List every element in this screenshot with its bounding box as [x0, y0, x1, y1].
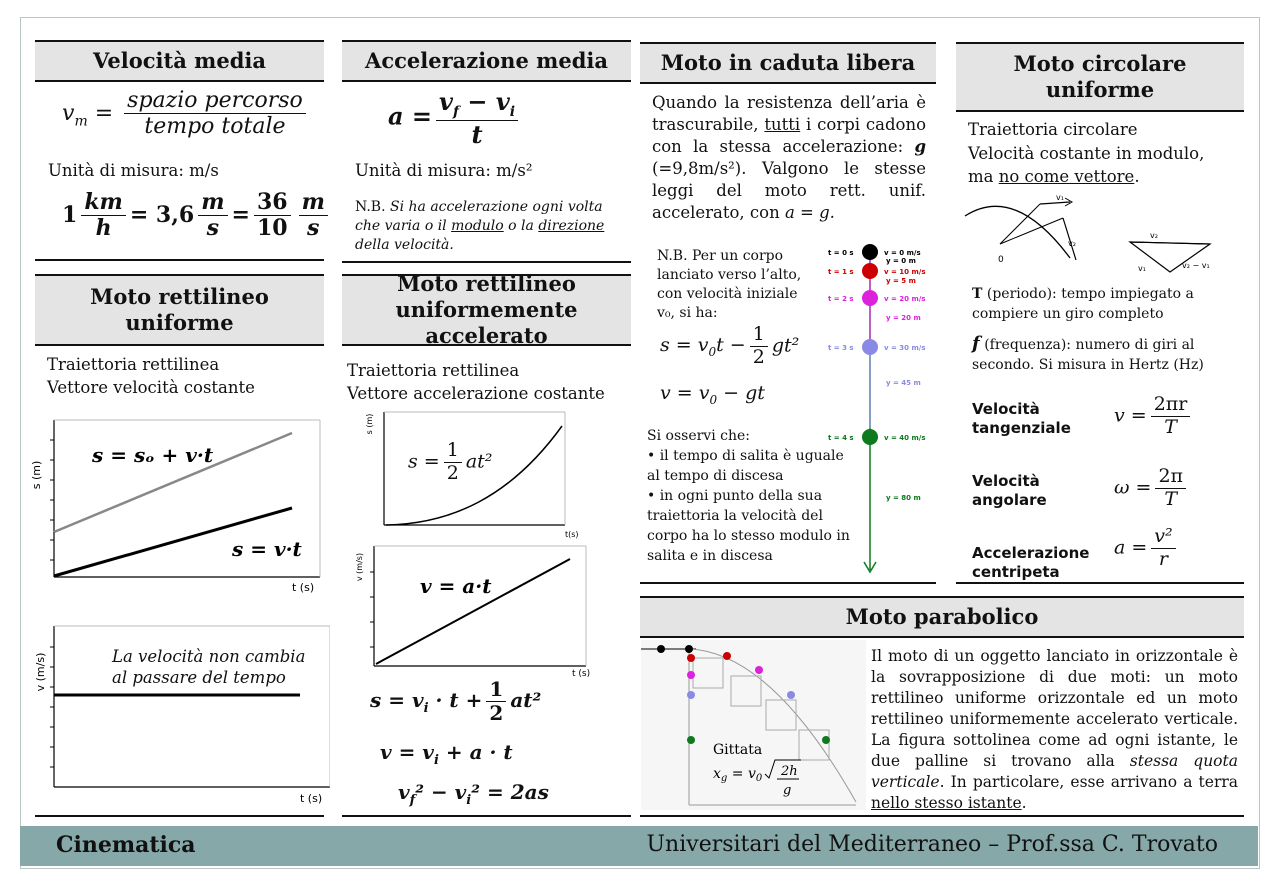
g2-xlabel: t (s) — [300, 792, 323, 805]
fall-vel-2: v = 20 m/s — [884, 295, 926, 303]
T-symbol: T — [972, 286, 983, 302]
fall-pos-4: y = 80 m — [886, 494, 921, 502]
mrua-line2: Vettore accelerazione costante — [347, 384, 605, 403]
T-text: (periodo): tempo impiegato a compiere un giro completo — [972, 286, 1194, 322]
caduta-tutti: tutti — [764, 115, 801, 134]
title-circolare: Moto circolare uniforme — [1013, 51, 1187, 102]
conv-m: m — [198, 190, 227, 216]
section-header-parabolico — [640, 596, 1244, 638]
fig-tri-v2: v₂ — [1150, 231, 1158, 240]
mrua-g1-ylabel: s (m) — [365, 413, 374, 435]
circ-line1: Traiettoria circolare — [968, 120, 1138, 139]
eq-svt: s = v·t — [232, 537, 302, 561]
eq-vel-tang: v = $\frac{2\pi r}{T}$ — [1114, 394, 1194, 439]
am-nb — [355, 198, 625, 255]
eq-caduta-s: $s = v_0t$ − $\frac{1}{2}$ gt² — [660, 323, 800, 368]
gittata-label: Gittata — [713, 742, 763, 758]
divider — [640, 582, 936, 584]
circ-f — [972, 334, 1234, 375]
parab-t2c: . — [1021, 794, 1027, 812]
title-velocita-media: Velocità media — [93, 48, 266, 73]
mru-graph-s-t — [30, 415, 330, 600]
parab-t2b: . In particolare, esse arrivano a terra — [939, 773, 1238, 791]
nb-prefix: N.B. — [355, 199, 386, 215]
fig-v2: v₂ — [1068, 239, 1076, 248]
parab-t2it: stessa quota verticale — [871, 752, 1238, 791]
g1-ylabel: s (m) — [30, 460, 43, 490]
caduta-p1a: Quando la resistenza dell’aria è trascurabile, — [652, 93, 926, 134]
nb-mid: o la — [508, 218, 534, 234]
eq-s-half-at2: s = $\frac{1}{2}$ at² — [408, 439, 493, 484]
section-header-circolare — [956, 42, 1244, 112]
fall-vel-4: v = 40 m/s — [884, 434, 926, 442]
caduta-p2-eq: a = g. — [784, 203, 835, 222]
section-header-caduta — [640, 42, 936, 84]
title-caduta: Moto in caduta libera — [660, 50, 916, 75]
eq-v2: $v_f^2 - v_i^2 = 2as$ — [398, 780, 549, 808]
mrua-g2-xlabel: t (s) — [572, 669, 591, 679]
mru-note: La velocità non cambia al passare del tempo — [112, 647, 306, 687]
fall-vel-0: v = 0 m/s — [884, 249, 921, 257]
fig-origin: 0 — [998, 255, 1004, 265]
conv-eq1: = 3,6 — [129, 201, 195, 228]
circ-l3b: . — [1134, 167, 1140, 186]
fall-vel-3: v = 30 m/s — [884, 344, 926, 352]
g2-ylabel: v (m/s) — [34, 652, 47, 692]
fall-time-2: t = 2 s — [828, 295, 854, 303]
parabolico-text — [871, 646, 1238, 814]
fall-time-0: t = 0 s — [828, 249, 854, 257]
eq-s-full: $s = v_i \cdot t$ + $\frac{1}{2}$ at² — [370, 677, 542, 725]
formula-num: spazio percorso — [124, 88, 306, 114]
parab-t1: Il moto di un oggetto lanciato in orizzontale è la sovrapposizione di due moti: un moto rettilineo uniforme orizzontale ed un moto rettilineo uniformemente accelerato verticale. — [871, 647, 1238, 728]
eq-acc-centr: a = $\frac{\text{v²}}{r}$ — [1114, 526, 1180, 571]
section-header-velocita-media — [35, 40, 324, 82]
circular-vector-figure — [960, 188, 1240, 280]
formula-acc-media: a = $\frac{v_f - v_i}{t}$ — [388, 88, 522, 148]
title-mrua: Moto rettilineo uniformemente accelerato — [395, 271, 578, 348]
f-text: (frequenza): numero di giri al secondo. Si misura in Hertz (Hz) — [972, 337, 1204, 373]
circ-l3u: no come vettore — [998, 167, 1135, 186]
free-fall-diagram — [822, 240, 940, 576]
obs-1: • il tempo di salita è uguale al tempo di discesa — [647, 448, 844, 484]
divider — [342, 815, 631, 817]
label-acc-centr: Accelerazione centripeta — [972, 544, 1090, 581]
section-header-acc-media — [342, 40, 631, 82]
eq-s0: s = sₒ + v·t — [92, 443, 214, 467]
title-parabolico: Moto parabolico — [845, 604, 1039, 629]
parabolic-motion-figure — [641, 640, 866, 810]
caduta-nb: N.B. Per un corpo lanciato verso l’alto, con velocità iniziale v₀, si ha: — [657, 248, 802, 321]
caduta-p2: Valgono le stesse leggi del moto rett. unif. accelerato, con — [652, 159, 926, 222]
parab-t2u: nello stesso istante — [871, 794, 1022, 812]
section-header-mrua — [342, 271, 631, 348]
fall-ball-0 — [862, 244, 878, 260]
fig-v1: v₁ — [1056, 193, 1064, 202]
fall-time-3: t = 3 s — [828, 344, 854, 352]
conv-10: 10 — [256, 215, 288, 242]
nb-direzione: direzione — [538, 218, 605, 234]
conv-s: s — [206, 215, 220, 242]
g1-xlabel: t (s) — [292, 581, 315, 594]
eq-vel-ang: ω = $\frac{2\pi}{T}$ — [1114, 466, 1190, 511]
fall-ball-2 — [862, 290, 878, 306]
mrua-g1-xlabel: t(s) — [565, 530, 579, 539]
obs-2: • in ogni punto della sua traiettoria la velocità del corpo ha lo stesso modulo in salita e in discesa — [647, 488, 850, 564]
label-vel-ang: Velocità angolare — [972, 472, 1047, 509]
nb-text: Si ha accelerazione ogni volta che varia o il — [355, 199, 603, 234]
caduta-p1c: (=9,8m/s²). — [652, 159, 747, 178]
conversion-formula: 1 $\frac{km}{h}$ = 3,6 $\frac{m}{s}$ = $\frac{36}{10}$ $\frac{m}{s}$ — [62, 190, 332, 242]
mrua-graph-v-t — [350, 542, 595, 682]
fig-tri-diff: v₂ − v₁ — [1182, 261, 1210, 270]
fall-pos-0: y = 0 m — [886, 257, 916, 265]
divider — [342, 261, 631, 263]
footer-bar — [20, 826, 1258, 866]
conv-36: 36 — [254, 190, 291, 216]
caduta-p1b: i corpi cadono con la stessa accelerazione: — [652, 115, 927, 156]
circ-l3a: ma — [968, 167, 994, 186]
section-header-mru — [35, 274, 324, 346]
svg-text:2h: 2h — [781, 764, 798, 779]
conv-h: h — [95, 215, 112, 242]
caduta-p1 — [652, 92, 926, 224]
unit-vm: Unità di misura: m/s — [48, 161, 219, 180]
eq-caduta-v: $v = v_0$ − gt — [660, 382, 765, 407]
eq-v-full: $v = v_i + a \cdot t$ — [380, 740, 513, 768]
fig-tri-v1: v₁ — [1138, 264, 1146, 273]
mru-line2: Vettore velocità costante — [47, 378, 255, 397]
divider — [35, 259, 324, 261]
divider — [956, 582, 1244, 584]
parab-t2a: La figura sottolinea come ad ogni istante, le due palline si trovano alla — [871, 731, 1238, 770]
fall-pos-1: y = 5 m — [886, 277, 916, 285]
footer-author: Universitari del Mediterraneo – Prof.ssa C. Trovato — [646, 832, 1218, 857]
formula-den: tempo totale — [144, 114, 286, 140]
title-mru: Moto rettilineo uniforme — [90, 284, 269, 335]
fall-time-1: t = 1 s — [828, 268, 854, 276]
title-acc-media: Accelerazione media — [365, 48, 608, 73]
f-symbol: f — [972, 333, 980, 354]
label-vel-tang: Velocità tangenziale — [972, 400, 1071, 437]
fall-pos-2: y = 20 m — [886, 314, 921, 322]
circ-line3 — [968, 166, 1140, 188]
fall-ball-4 — [862, 429, 878, 445]
fall-vel-1: v = 10 m/s — [884, 268, 926, 276]
divider — [35, 815, 324, 817]
nb-end: della velocità. — [355, 237, 454, 253]
formula-velocita-media: $v_m$ = $\frac{\text{spazio percorso}}{\text{tempo totale}}$ — [62, 88, 310, 140]
eq-v-at: v = a·t — [420, 574, 492, 598]
svg-text:xg = v0: $x_g = v_0$ — [713, 766, 763, 784]
unit-am: Unità di misura: m/s² — [355, 161, 533, 180]
caduta-g: g — [914, 137, 926, 156]
circ-T — [972, 284, 1234, 324]
fall-ball-3 — [862, 339, 878, 355]
fall-pos-3: y = 45 m — [886, 379, 921, 387]
svg-text:g: g — [783, 783, 792, 798]
obs-title: Si osservi che: — [647, 428, 750, 444]
divider — [640, 815, 1244, 817]
conv-eq2: = — [231, 201, 250, 228]
fall-ball-1 — [862, 263, 878, 279]
footer-title: Cinematica — [56, 832, 196, 858]
conv-km: km — [81, 190, 126, 216]
nb-modulo: modulo — [451, 218, 504, 234]
mrua-line1: Traiettoria rettilinea — [347, 361, 520, 380]
circ-line2: Velocità costante in modulo, — [968, 144, 1205, 163]
fall-time-4: t = 4 s — [828, 434, 854, 442]
mrua-g2-ylabel: v (m/s) — [355, 552, 364, 582]
mru-line1: Traiettoria rettilinea — [47, 355, 220, 374]
